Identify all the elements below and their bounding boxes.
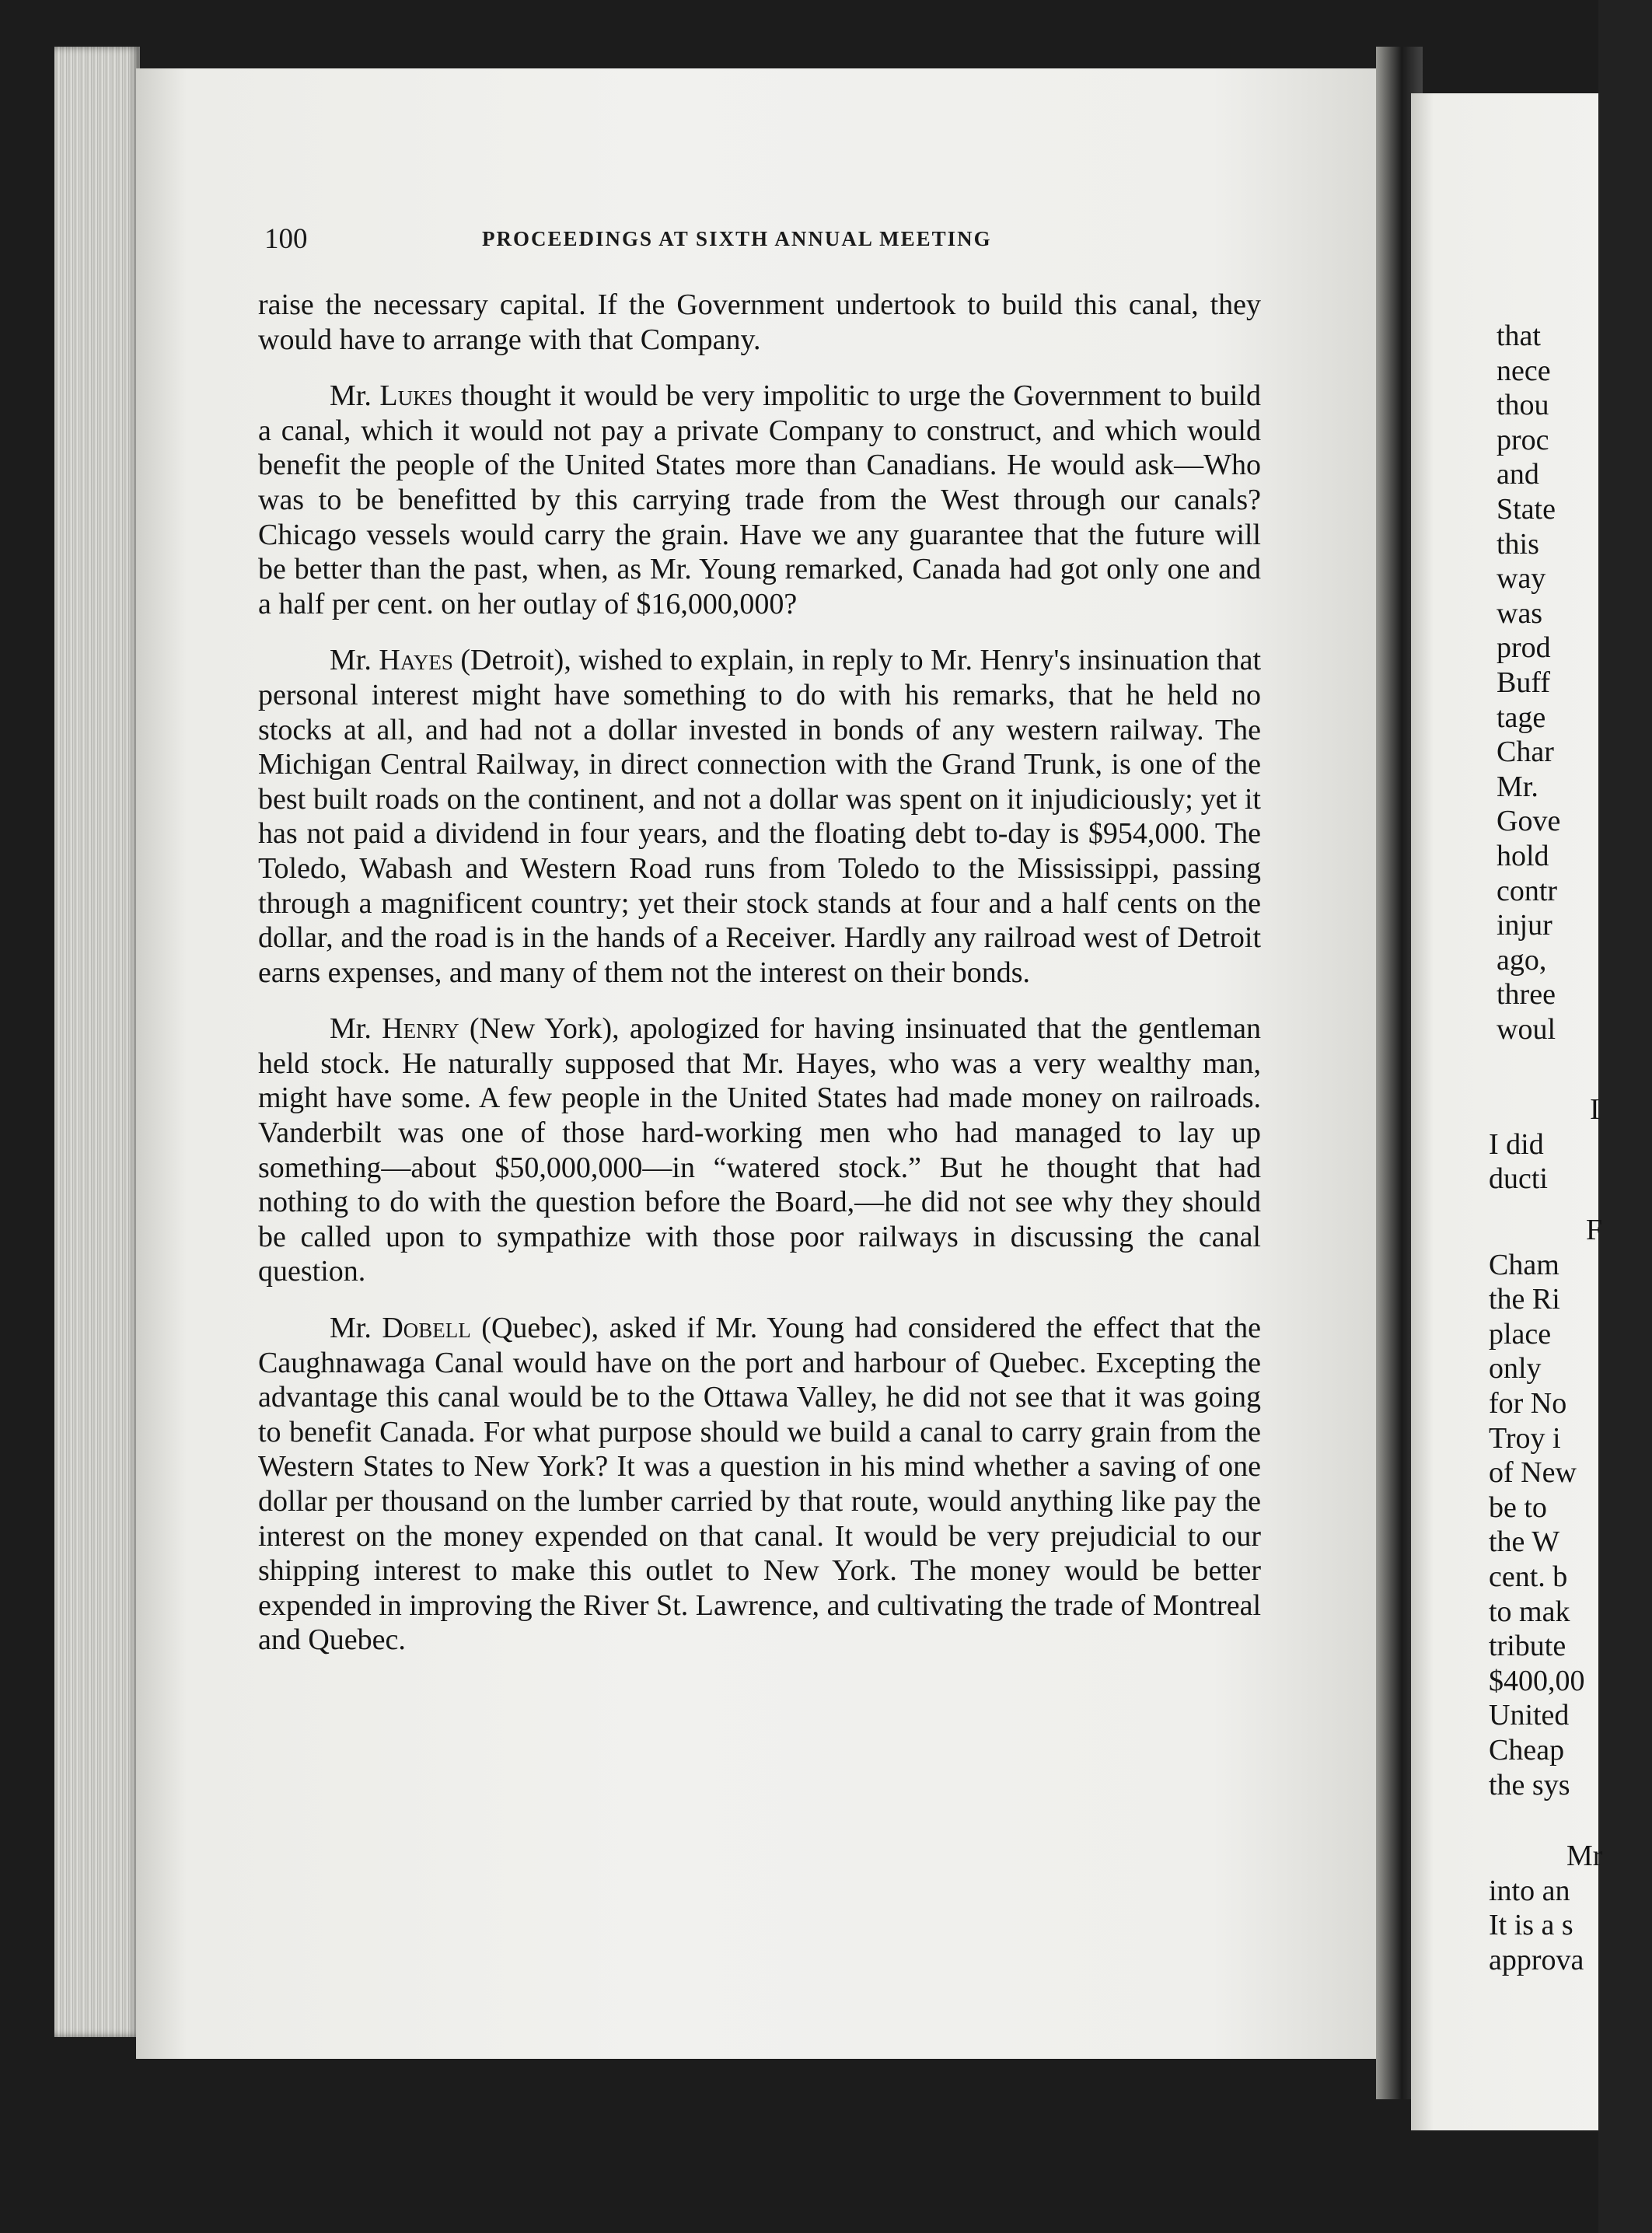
text-fragment: to mak — [1489, 1595, 1570, 1628]
text-fragment: Cheap — [1489, 1733, 1565, 1766]
text-fragment: tribute — [1489, 1630, 1566, 1663]
left-page-body — [258, 288, 1261, 1658]
text-fragment: thou — [1497, 389, 1549, 422]
page-number: 100 — [264, 223, 308, 255]
text-fragment: this — [1497, 527, 1539, 561]
right-page-fragments — [1489, 1092, 1652, 1197]
right-page-fragments — [1489, 1213, 1644, 1802]
text-fragment: Char — [1497, 736, 1554, 769]
speaker-name: Henry — [382, 1012, 459, 1046]
right-page-fragments — [1497, 319, 1652, 1047]
text-fragment: of New — [1489, 1456, 1577, 1490]
speaker-name: Lukes — [379, 379, 453, 413]
text-fragment: injur — [1497, 909, 1552, 942]
text-fragment: was — [1497, 596, 1543, 630]
text-fragment: way — [1497, 562, 1546, 596]
text-fragment: I — [1590, 1093, 1600, 1126]
right-page-fragments — [1489, 1839, 1644, 1977]
paragraph: Mr. Lukes thought it would be very impolitic to urge the Government to build a canal, which it would not pay a private Company to construct, and which would benefit the people of the United States more than Canadians. He would ask—Who was to be benefitted by this carrying trade from the West through our canals? Chicago vessels would carry the grain. Have we any guarantee that the future will be better than the past, when, as Mr. Young remarked, Canada had got only one and a half per cent. on her outlay of $16,000,000? — [258, 379, 1262, 620]
text-fragment: that — [1497, 320, 1541, 352]
text-fragment: tage — [1497, 701, 1546, 734]
paragraph: raise the necessary capital. If the Government undertook to build this canal, they would have to arrange with that Company. — [258, 288, 1261, 356]
text-fragment: United — [1489, 1699, 1570, 1732]
text-fragment: I did — [1489, 1127, 1544, 1161]
text-fragment: be to — [1489, 1490, 1547, 1524]
paragraph: Mr. Henry (New York), apologized for having insinuated that the gentleman held stock. He naturally supposed that Mr. Hayes, who was a very wealthy man, might have some. A few people in the United States had made money on railroads. Vanderbilt was one of those hard-working men who had managed to lay up something—about $50,000,000—in “watered stock.” But he thought that had nothing to do with the question before the Board,—he did not see why they should be called upon to sympathize with those poor railways in discussing the canal question. — [258, 1012, 1262, 1288]
text-fragment: three — [1497, 978, 1556, 1012]
text-fragment: ago, — [1497, 943, 1547, 977]
text-fragment: contr — [1497, 874, 1558, 907]
text-fragment: the sys — [1489, 1768, 1570, 1801]
text-fragment: It is a s — [1489, 1909, 1573, 1942]
book-page-edges — [54, 47, 140, 2037]
running-head: PROCEEDINGS AT SIXTH ANNUAL MEETING — [482, 227, 992, 250]
text-fragment: State — [1497, 492, 1556, 526]
text-fragment: the Ri — [1489, 1283, 1560, 1316]
text-fragment: only — [1489, 1352, 1542, 1386]
text-fragment: approva — [1489, 1943, 1584, 1976]
text-fragment: cent. b — [1489, 1560, 1568, 1593]
text-fragment: woul — [1497, 1012, 1556, 1046]
text-fragment: Buff — [1497, 666, 1550, 699]
speaker-name: Dobell — [382, 1312, 471, 1345]
text-fragment: $400,00 — [1489, 1664, 1585, 1697]
text-fragment: ducti — [1489, 1162, 1548, 1196]
speaker-name: Hayes — [379, 644, 453, 677]
text-fragment: Troy i — [1489, 1421, 1561, 1455]
text-fragment: Mr — [1566, 1840, 1603, 1872]
text-fragment: Gove — [1497, 805, 1561, 838]
text-fragment: F — [1586, 1214, 1603, 1246]
text-fragment: proc — [1497, 423, 1549, 456]
text-fragment: nece — [1497, 354, 1551, 387]
text-fragment: into an — [1489, 1874, 1570, 1907]
page-header — [264, 222, 1267, 257]
text-fragment: for No — [1489, 1386, 1567, 1420]
text-fragment: Cham — [1489, 1248, 1559, 1281]
paragraph: Mr. Hayes (Detroit), wished to explain, in reply to Mr. Henry's insinuation that personal interest might have something to do with his remarks, that he held no stocks at all, and had not a dollar invested in bonds of any western railway. The Michigan Central Railway, in direct connection with the Grand Trunk, is one of the best built roads on the continent, and not a dollar was spent on it injudiciously; yet it has not paid a dividend in four years, and the floating debt to-day is $954,000. The Toledo, Wabash and Western Road runs from Toledo to the Mississippi, passing through a magnificent country; yet their stock stands at four and a half cents on the dollar, and the road is in the hands of a Receiver. Hardly any railroad west of Detroit earns expenses, and many of them not the interest on their bonds. — [258, 644, 1261, 989]
text-fragment: Mr. — [1497, 770, 1538, 803]
text-fragment: place — [1489, 1317, 1552, 1351]
paragraph: Mr. Dobell (Quebec), asked if Mr. Young had considered the effect that the Caughnawaga Canal would have on the port and harbour of Quebec. Excepting the advantage this canal would be to the Ottawa Valley, he did not see that it was going to benefit Canada. For what purpose should we build a canal to carry grain from the Western States to New York? It was a question in his mind whether a saving of one dollar per thousand on the lumber carried by that route, would anything like pay the interest on the money expended on that canal. It would be very prejudicial to our shipping interest to make this outlet to New York. The money would be better expended in improving the River St. Lawrence, and cultivating the trade of Montreal and Quebec. — [258, 1312, 1261, 1657]
text-fragment: and — [1497, 458, 1539, 491]
text-fragment: hold — [1497, 839, 1549, 872]
text-fragment: prod — [1497, 631, 1551, 665]
text-fragment: the W — [1489, 1525, 1560, 1559]
